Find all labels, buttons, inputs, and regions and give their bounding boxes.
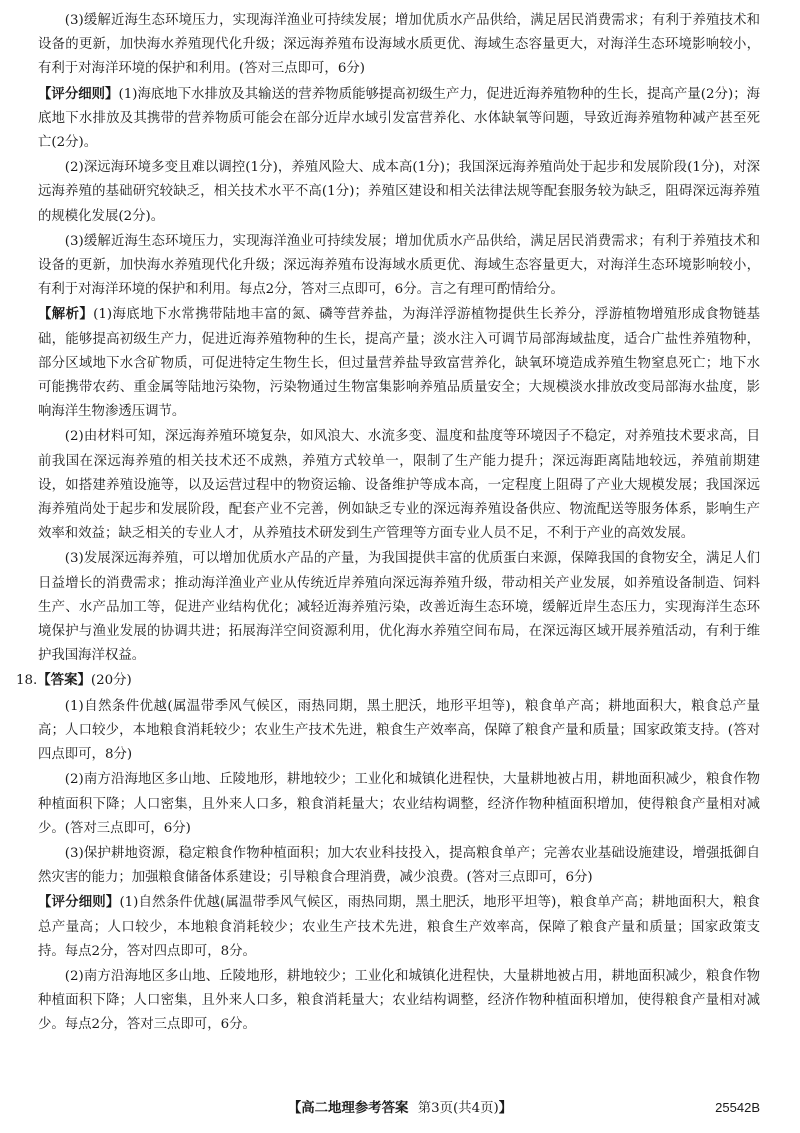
question-score: (20分) [90,673,132,689]
footer-title: 【高二地理参考答案 第3页(共4页)】 [287,1100,513,1116]
scoring-rules-paragraph: 【评分细则】(1)自然条件优越(属温带季风气候区，雨热同期，黑土肥沃，地形平坦等)，粮食单产高；耕地面积大，粮食总产量高；人口较少，本地粮食消耗较少；农业生产技术先进，粮食生产效率高，保障了粮食产量和质量；国家政策支持。每点2分，答对四点即可，8分。 [38,894,760,959]
page-number: 第3页(共4页) [417,1101,499,1116]
answer-paragraph: (3)缓解近海生态环境压力，实现海洋渔业可持续发展；增加优质水产品供给，满足居民消费需求；有利于养殖技术和设备的更新，加快海水养殖现代化升级；深远海养殖布设海域水质更优、海域生态容量更大，对海洋生态环境影响较小，有利于对海洋环境的保护和利用。(答对三点即可，6分) [38,13,760,77]
answer-paragraph: (1)自然条件优越(属温带季风气候区，雨热同期，黑土肥沃，地形平坦等)，粮食单产高；耕地面积大，粮食总产量高；人口较少，本地粮食消耗较少；农业生产技术先进，粮食生产效率高，保障了粮食产量和质量；国家政策支持。(答对四点即可，8分) [38,698,760,763]
answer-paragraph: (3)缓解近海生态环境压力，实现海洋渔业可持续发展；增加优质水产品供给，满足居民消费需求；有利于养殖技术和设备的更新，加快海水养殖现代化升级；深远海养殖布设海域水质更优、海域生态容量更大，对海洋生态环境影响较小，有利于对海洋环境的保护和利用。每点2分，答对三点即可，6分。言之有理可酌情给分。 [38,233,760,298]
analysis-paragraph: 【解析】(1)海底地下水常携带陆地丰富的氮、磷等营养盐，为海洋浮游植物提供生长养分，浮游植物增殖形成食物链基础，能够提高初级生产力，促进近海养殖物种的生长，提高产量；淡水注入可调节局部海域盐度，适合广盐性养殖物种，部分区域地下水含矿物质，可促进特定生物生长，但过量营养盐导致富营养化，缺氧环境造成养殖生物窒息死亡；地下水可能携带农药、重金属等陆地污染物，污染物通过生物富集影响养殖品质量安全；大规模淡水排放改变局部海水盐度，影响海洋生物渗透压调节。 [38,306,760,420]
document-code: 25542B [715,1100,760,1115]
answer-paragraph: (3)发展深远海养殖，可以增加优质水产品的产量，为我国提供丰富的优质蛋白来源，保障我国的食物安全，满足人们日益增长的消费需求；推动海洋渔业产业从传统近岸养殖向深远海养殖升级，带动相关产业发展，如养殖设备制造、饲料生产、水产品加工等，促进产业结构优化；减轻近海养殖污染，改善近海生态环境，缓解近岸生态压力，实现海洋生态环境保护与渔业发展的协调共进；拓展海洋空间资源利用，优化海水养殖空间布局，在深远海区域开展养殖活动，有利于维护我国海洋权益。 [38,551,760,664]
answer-paragraph: (2)深远海环境多变且难以调控(1分)，养殖风险大、成本高(1分)；我国深远海养殖尚处于起步和发展阶段(1分)，对深远海养殖的基础研究较缺乏，相关技术水平不高(1分)；养殖区建设和相关法律法规等配套服务较为缺乏，阻碍深远海养殖的规模化发展(2分)。 [38,160,760,224]
question-number: 18. [16,673,38,689]
scoring-rules-label: 【评分细则】 [38,894,120,911]
answer-label: 【答案】 [37,672,91,689]
answer-paragraph: (2)由材料可知，深远海养殖环境复杂，如风浪大、水流多变、温度和盐度等环境因子不稳定，对养殖技术要求高，目前我国在深远海养殖的相关技术还不成熟，养殖方式较单一，限制了生产能力提升；深远海距离陆地较远，养殖前期建设，如搭建养殖设施等，以及运营过程中的物资运输、设备维护等成本高，一定程度上阻碍了产业大规模发展；我国深远海养殖尚处于起步和发展阶段，配套产业不完善，例如缺乏专业的深远海养殖设备供应、物流配送等服务体系，影响生产效率和效益；缺乏相关的专业人才，从养殖技术研发到生产管理等方面专业人员不足，不利于产业的高效发展。 [38,429,760,542]
question-18-heading [16,668,760,693]
answer-paragraph: (3)保护耕地资源，稳定粮食作物种植面积；加大农业科技投入，提高粮食单产；完善农业基础设施建设，增强抵御自然灾害的能力；加强粮食储备体系建设；引导粮食合理消费，减少浪费。(答对三点即可，6分) [38,845,760,886]
scoring-rules-label: 【评分细则】 [38,85,119,102]
analysis-label: 【解析】 [38,306,94,323]
answer-page [16,8,761,1088]
answer-paragraph: (2)南方沿海地区多山地、丘陵地形，耕地较少；工业化和城镇化进程快，大量耕地被占用，耕地面积减少，粮食作物种植面积下降；人口密集，且外来人口多，粮食消耗量大；农业结构调整，经济作物种植面积增加，使得粮食产量相对减少。每点2分，答对三点即可，6分。 [38,968,760,1033]
scoring-rules-paragraph: 【评分细则】(1)海底地下水排放及其输送的营养物质能够提高初级生产力，促进近海养殖物种的生长，提高产量(2分)；海底地下水排放及其携带的营养物质可能会在部分近岸水域引发富营养化、水体缺氧等问题，导致近海养殖物种减产甚至死亡(2分)。 [38,85,761,151]
page-footer [0,1096,800,1120]
answer-paragraph: (2)南方沿海地区多山地、丘陵地形，耕地较少；工业化和城镇化进程快，大量耕地被占用，耕地面积减少，粮食作物种植面积下降；人口密集，且外来人口多，粮食消耗量大；农业结构调整，经济作物种植面积增加，使得粮食产量相对减少。(答对三点即可，6分) [38,772,760,836]
